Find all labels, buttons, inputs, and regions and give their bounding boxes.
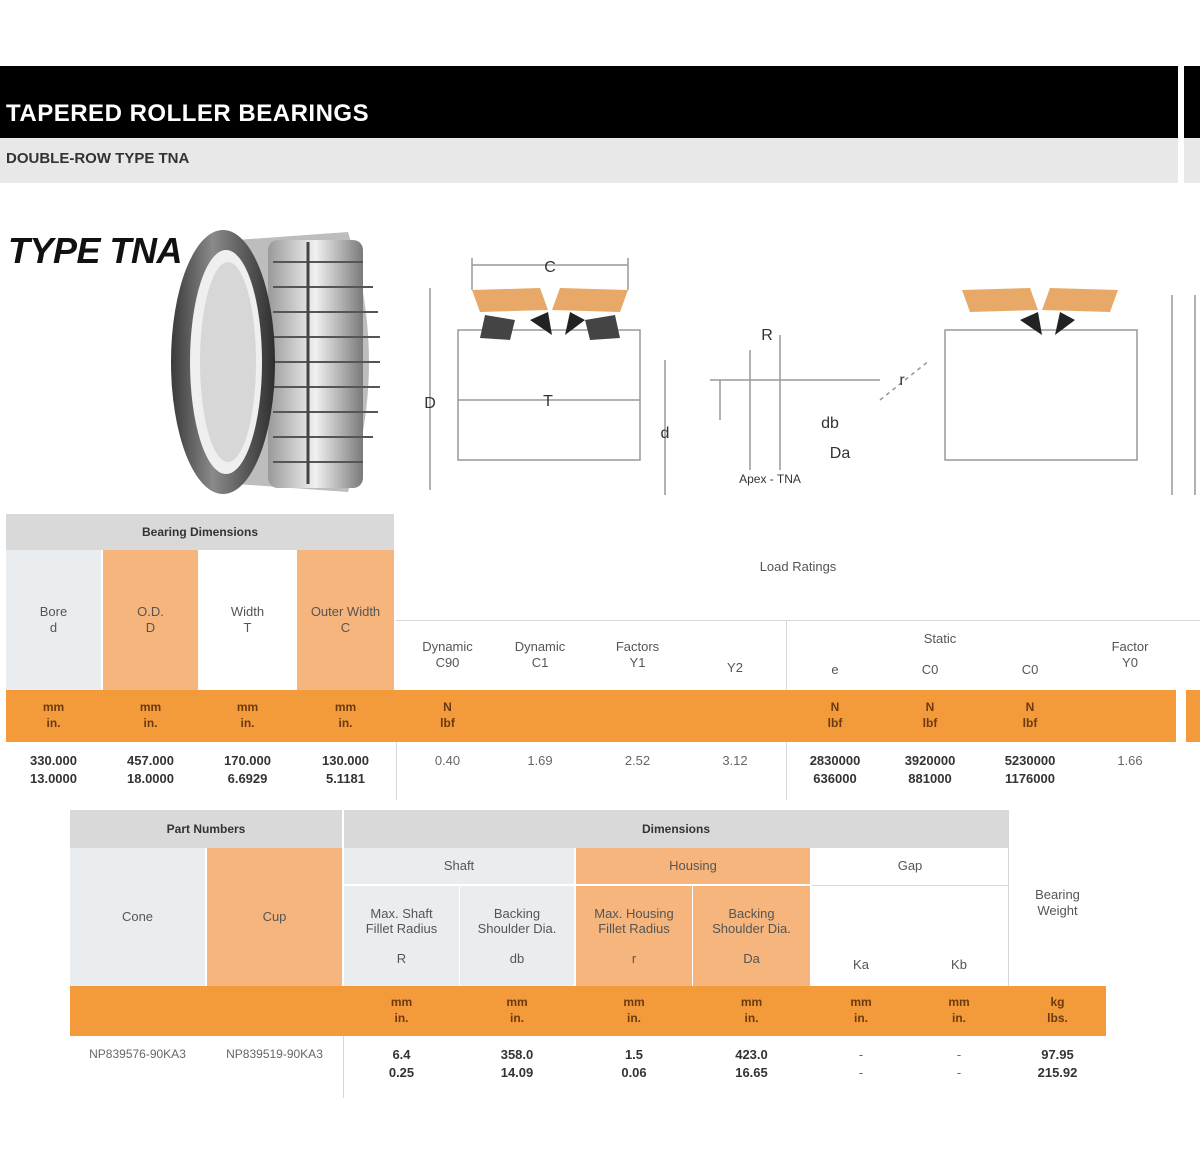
group-dimensions: Dimensions (344, 810, 1008, 848)
bearing-photo-image (168, 222, 390, 502)
col-cup: Cup (207, 848, 342, 986)
col-static-c0b: C0 (1021, 662, 1039, 678)
unit-width: mm in. (236, 700, 259, 730)
page-title: TAPERED ROLLER BEARINGS (6, 100, 370, 127)
cell-weight: 97.95 215.92 (1037, 1047, 1078, 1080)
page-subtitle: DOUBLE-ROW TYPE TNA (6, 150, 190, 167)
col-dynamic-c1: Dynamic C1 (514, 639, 566, 670)
dim-d-outer-label: D (424, 395, 436, 412)
unit-static-2: N lbf (922, 700, 938, 730)
col-od: O.D. D (103, 550, 198, 690)
cell-width: 170.000 6.6929 (224, 753, 271, 786)
cell-kb: - - (956, 1047, 962, 1080)
bearing-cross-section-diagram (410, 240, 1200, 510)
cell-shaft-db: 358.0 14.09 (500, 1047, 534, 1080)
cell-housing-da: 423.0 16.65 (735, 1047, 768, 1080)
col-static-e: e (831, 662, 839, 678)
cell-c1: 1.69 (527, 753, 553, 768)
col-housing-radius: Max. Housing Fillet Radius r (576, 886, 692, 986)
col-gap-group: Gap (812, 848, 1008, 884)
cell-y0: 1.66 (1117, 753, 1143, 768)
dim-r-label: R (761, 327, 773, 344)
col-housing-shoulder: Backing Shoulder Dia. Da (693, 886, 810, 986)
col-cone: Cone (70, 848, 205, 986)
col-factor-y1: Factors Y1 (615, 639, 660, 670)
cell-ka: - - (858, 1047, 864, 1080)
dim-d-bore-label: d (660, 425, 670, 442)
unit-static-1: N lbf (827, 700, 843, 730)
col-cup-width: Outer Width C (297, 550, 394, 690)
unit-shaft-r: mm in. (390, 995, 413, 1025)
col-bearing-weight: Bearing Weight (1035, 887, 1080, 918)
unit-kb: mm in. (948, 995, 970, 1025)
cell-static-1: 2830000 636000 (809, 753, 861, 786)
col-shaft-radius: Max. Shaft Fillet Radius R (344, 886, 459, 986)
col-factor-y2: Y2 (727, 659, 743, 675)
col-dynamic-c90: Dynamic C90 (422, 639, 473, 670)
cell-static-2: 3920000 881000 (904, 753, 956, 786)
col-static-group: Static (923, 631, 957, 647)
type-label: TYPE TNA (8, 230, 183, 271)
unit-c90: N lbf (440, 700, 455, 730)
col-static-c0: C0 (921, 662, 939, 678)
dim-db-label: db (821, 415, 839, 432)
unit-static-3: N lbf (1022, 700, 1038, 730)
col-housing-group: Housing (576, 848, 810, 884)
cell-od: 457.000 18.0000 (127, 753, 174, 786)
cell-cone: NP839576-90KA3 (89, 1047, 186, 1061)
group-bearing-dimensions: Bearing Dimensions (6, 514, 394, 550)
cell-static-3: 5230000 1176000 (1004, 753, 1056, 786)
dim-c-label: C (544, 259, 556, 276)
dim-r-small-label: r (899, 372, 905, 389)
unit-ka: mm in. (850, 995, 872, 1025)
cell-c90: 0.40 (434, 753, 461, 768)
unit-cup: mm in. (334, 700, 357, 730)
cell-housing-r: 1.5 0.06 (621, 1047, 647, 1080)
col-width: Width T (200, 550, 295, 690)
group-load-ratings: Load Ratings (396, 514, 1200, 620)
cell-shaft-r: 6.4 0.25 (388, 1047, 415, 1080)
cell-y1: 2.52 (624, 753, 651, 768)
dim-da-label: Da (829, 445, 851, 462)
unit-shaft-db: mm in. (506, 995, 528, 1025)
cell-cup: 130.000 5.1181 (322, 753, 369, 786)
col-shaft-group: Shaft (344, 848, 574, 884)
cell-cup-part: NP839519-90KA3 (226, 1047, 323, 1061)
group-part-numbers: Part Numbers (70, 810, 342, 848)
diagram-note: Apex - TNA (739, 472, 801, 486)
col-ka: Ka (853, 957, 869, 973)
cell-y2: 3.12 (722, 753, 748, 768)
col-shaft-shoulder: Backing Shoulder Dia. db (460, 886, 574, 986)
unit-bore: mm in. (42, 700, 65, 730)
unit-housing-r: mm in. (623, 995, 645, 1025)
col-kb: Kb (951, 957, 967, 973)
cell-bore: 330.000 13.0000 (30, 753, 77, 786)
col-bore: Bore d (6, 550, 101, 690)
unit-od: mm in. (139, 700, 162, 730)
unit-housing-da: mm in. (740, 995, 763, 1025)
dim-t-label: T (543, 393, 553, 410)
unit-weight: kg lbs. (1047, 995, 1068, 1025)
col-static-factor: Factor Y0 (1111, 639, 1149, 670)
